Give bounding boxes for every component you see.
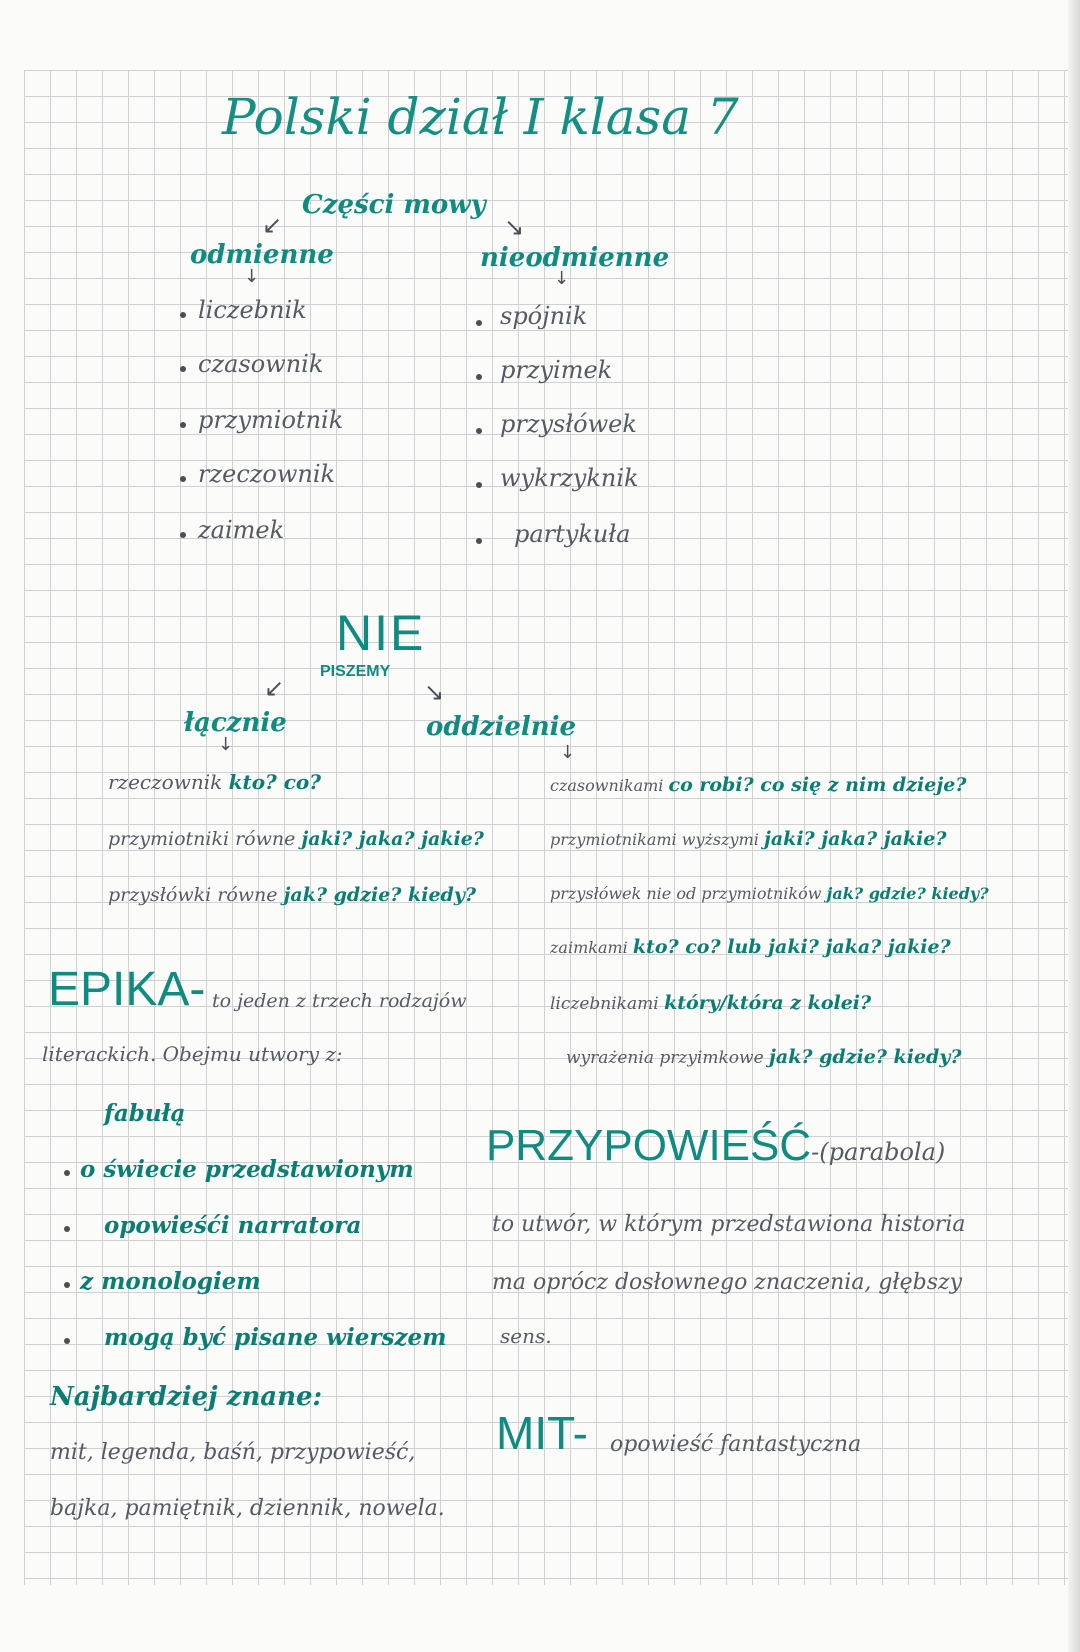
- arrow-down-icon: ↓: [244, 266, 260, 287]
- nie-heading: NIE: [336, 605, 426, 661]
- list-item: wykrzyknik: [500, 464, 639, 492]
- row-text: przysłówki równe: [108, 884, 278, 906]
- row-text: czasownikami: [550, 776, 664, 795]
- row-question: jak? gdzie? kiedy?: [283, 884, 476, 906]
- bullet-icon: [180, 312, 186, 318]
- oddzielnie-row: [550, 938, 951, 957]
- bullet-icon: [64, 1226, 70, 1232]
- arrow-down-icon: ↓: [218, 734, 234, 755]
- lacznie-row: [108, 772, 321, 792]
- mit-heading: MIT-: [496, 1407, 588, 1459]
- piszemy-label: PISZEMY: [320, 663, 391, 680]
- row-question: kto? co?: [228, 770, 321, 794]
- oddzielnie-row: [550, 776, 966, 795]
- bullet-icon: [476, 374, 482, 380]
- odmienne-label: odmienne: [190, 240, 334, 270]
- list-item: spójnik: [500, 302, 588, 330]
- lacznie-row: [108, 830, 484, 849]
- row-question: który/która z kolei?: [664, 992, 872, 1014]
- row-text: przymiotniki równe: [108, 828, 296, 850]
- row-question: jaki? jaka? jakie?: [763, 828, 947, 850]
- row-question: co robi? co się z nim dzieje?: [668, 774, 967, 796]
- arrow-right-icon: ↘: [424, 678, 445, 706]
- nieodmienne-label: nieodmienne: [480, 243, 670, 273]
- przypowiesc-line1: to utwór, w którym przedstawiona historia: [492, 1212, 966, 1237]
- row-question: jaki? jaka? jakie?: [301, 828, 484, 850]
- row-text: liczebnikami: [550, 994, 659, 1014]
- epika-definition-line2: literackich. Obejmu utwory z:: [42, 1042, 343, 1066]
- oddzielnie-row: [550, 886, 989, 902]
- czesci-mowy-heading: Części mowy: [302, 190, 486, 220]
- epika-item: o świecie przedstawionym: [80, 1156, 414, 1183]
- list-item: przysłówek: [500, 410, 637, 438]
- bullet-icon: [64, 1282, 70, 1288]
- bullet-icon: [476, 428, 482, 434]
- arrow-right-icon: ↘: [504, 213, 525, 241]
- lacznie-row: [108, 886, 476, 905]
- list-item: liczebnik: [198, 296, 307, 324]
- bullet-icon: [180, 366, 186, 372]
- przypowiesc-line2: ma oprócz dosłownego znaczenia, głębszy: [492, 1270, 963, 1295]
- paper-bottom-margin: [0, 1585, 1080, 1652]
- oddzielnie-label: oddzielnie: [426, 712, 577, 742]
- list-item: przyimek: [500, 356, 613, 384]
- bullet-icon: [476, 482, 482, 488]
- page-edge: [1068, 0, 1080, 1652]
- list-item: czasownik: [198, 350, 324, 378]
- known-list-line1: mit, legenda, baśń, przypowieść,: [50, 1440, 416, 1465]
- row-text: przysłówek nie od przymiotników: [550, 884, 822, 903]
- lacznie-label: łącznie: [184, 708, 287, 738]
- known-list-line2: bajka, pamiętnik, dziennik, nowela.: [50, 1496, 445, 1521]
- oddzielnie-row: [550, 994, 871, 1013]
- bullet-icon: [180, 532, 186, 538]
- epika-item: fabułą: [104, 1100, 186, 1127]
- arrow-left-icon: ↙: [262, 211, 283, 239]
- przypowiesc-paren: -(parabola): [811, 1138, 946, 1166]
- list-item: zaimek: [198, 516, 285, 544]
- epika-item: mogą być pisane wierszem: [104, 1324, 447, 1351]
- row-question: kto? co? lub jaki? jaka? jakie?: [632, 936, 951, 958]
- mit-definition: opowieść fantastyczna: [610, 1432, 862, 1457]
- przypowiesc-title: PRZYPOWIEŚĆ: [486, 1121, 812, 1170]
- list-item: przymiotnik: [198, 406, 344, 434]
- row-text: zaimkami: [550, 938, 628, 957]
- row-question: jak? gdzie? kiedy?: [826, 884, 989, 903]
- epika-definition-line1: to jeden z trzech rodzajów: [212, 990, 467, 1012]
- page-title: Polski dział I klasa 7: [222, 88, 739, 146]
- arrow-down-icon: ↓: [554, 268, 570, 289]
- bullet-icon: [476, 320, 482, 326]
- bullet-icon: [64, 1338, 70, 1344]
- najbardziej-znane-heading: Najbardziej znane:: [50, 1382, 323, 1412]
- przypowiesc-line3: sens.: [500, 1324, 552, 1348]
- arrow-left-icon: ↙: [264, 674, 285, 702]
- oddzielnie-row: [550, 830, 946, 849]
- bullet-icon: [180, 422, 186, 428]
- epika-heading: EPIKA-: [48, 963, 206, 1016]
- epika-item: z monologiem: [80, 1268, 261, 1295]
- arrow-down-icon: ↓: [560, 742, 576, 763]
- przypowiesc-heading: [486, 1121, 946, 1170]
- list-item: rzeczownik: [198, 460, 336, 488]
- paper-top-margin: [0, 0, 1080, 70]
- row-text: rzeczownik: [108, 770, 223, 794]
- paper-left-margin: [0, 0, 24, 1652]
- row-question: jak? gdzie? kiedy?: [769, 1046, 962, 1068]
- bullet-icon: [476, 538, 482, 544]
- epika-item: opowieśći narratora: [104, 1212, 362, 1239]
- bullet-icon: [64, 1170, 70, 1176]
- bullet-icon: [180, 476, 186, 482]
- row-text: wyrażenia przyimkowe: [566, 1048, 764, 1068]
- oddzielnie-row: [566, 1048, 962, 1067]
- list-item: partykuła: [514, 520, 631, 548]
- row-text: przymiotnikami wyższymi: [550, 830, 759, 849]
